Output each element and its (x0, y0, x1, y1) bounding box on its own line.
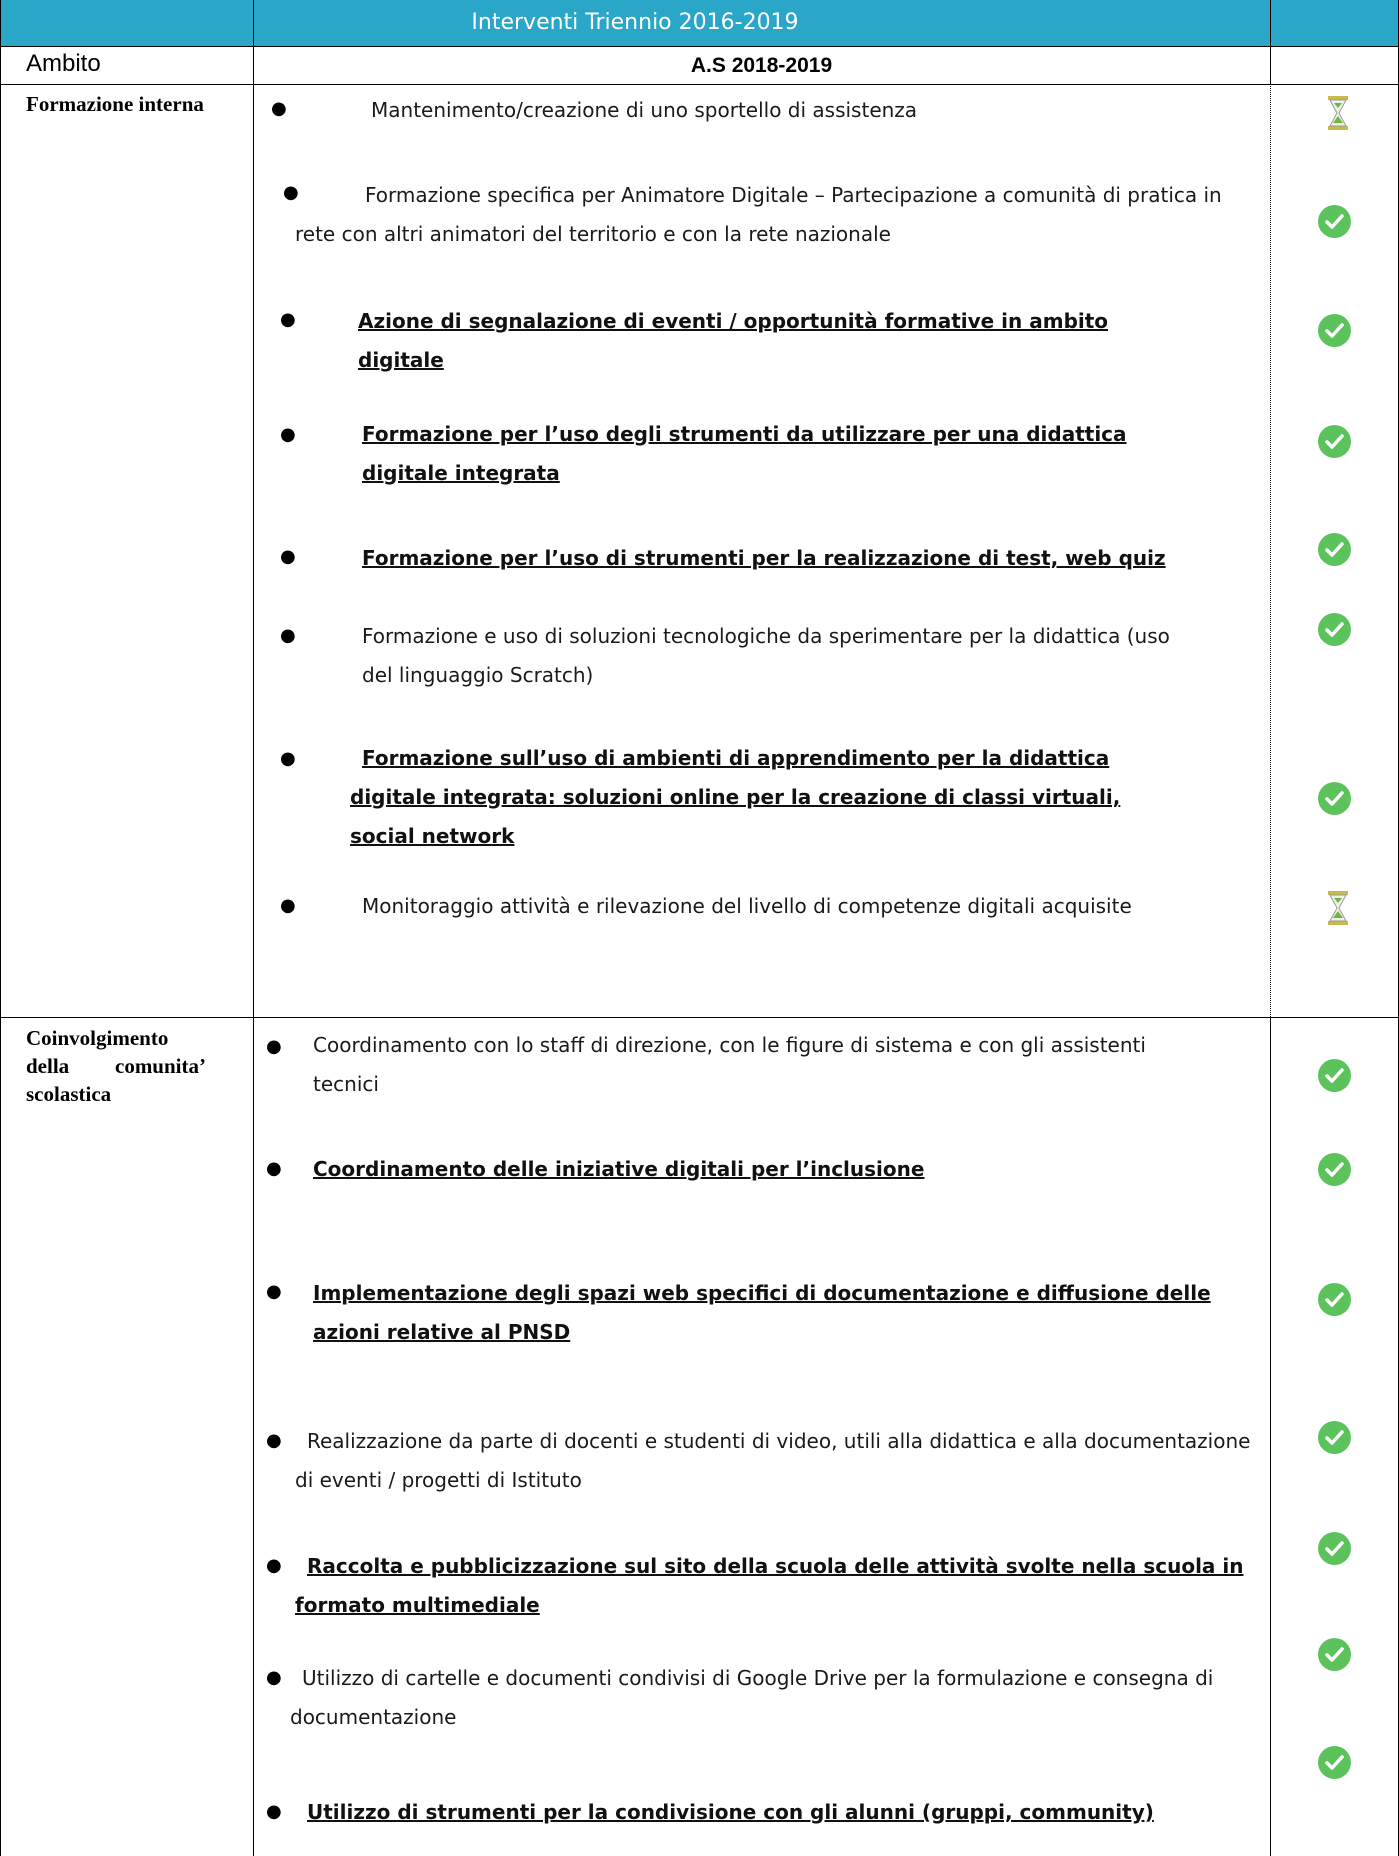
list-item: Realizzazione da parte di docenti e studenti di video, utili alla didattica e alla documentazione di eventi / progetti di Istituto (295, 1429, 1251, 1492)
bullet: ● (280, 625, 296, 646)
bullet: ● (266, 1036, 282, 1057)
table-title: Interventi Triennio 2016-2019 (471, 10, 799, 35)
bullet: ● (271, 98, 287, 119)
bullet: ● (283, 182, 299, 203)
hourglass-icon (1327, 890, 1349, 926)
year-column-header: A.S 2018-2019 (690, 54, 833, 77)
ambito-column-header: Ambito (26, 50, 101, 77)
bullet: ● (266, 1667, 282, 1688)
bullet: ● (280, 424, 296, 445)
check-icon (1318, 205, 1351, 238)
ambito-coinvolgimento-comunita: Coinvolgimento della comunita’ scolastica (26, 1026, 206, 1106)
hourglass-icon (1327, 95, 1349, 131)
list-item: Formazione sull’uso di ambienti di apprendimento per la didattica digitale integrata: soluzioni online per la creazione di classi virtuali, social network (350, 746, 1121, 848)
list-item: Utilizzo di strumenti per la condivisione con gli alunni (gruppi, community) (307, 1800, 1154, 1824)
bullet: ● (280, 309, 296, 330)
bullet: ● (266, 1430, 282, 1451)
check-icon (1318, 1283, 1351, 1316)
check-icon (1318, 1153, 1351, 1186)
check-icon (1318, 1532, 1351, 1565)
check-icon (1318, 314, 1351, 347)
ambito-formazione-interna: Formazione interna (26, 92, 204, 116)
check-icon (1318, 1638, 1351, 1671)
bullet: ● (280, 895, 296, 916)
list-item: Monitoraggio attività e rilevazione del livello di competenze digitali acquisite (362, 894, 1132, 918)
list-item: Azione di segnalazione di eventi / opportunità formative in ambito digitale (358, 309, 1109, 372)
bullet: ● (266, 1801, 282, 1822)
list-item: Formazione e uso di soluzioni tecnologiche da sperimentare per la didattica (uso del linguaggio Scratch) (362, 624, 1170, 687)
list-item: Formazione specifica per Animatore Digitale – Partecipazione a comunità di pratica in rete con altri animatori del territorio e con la rete nazionale (295, 183, 1222, 246)
bullet: ● (280, 748, 296, 769)
list-item: Utilizzo di cartelle e documenti condivisi di Google Drive per la formulazione e consegna di documentazione (290, 1666, 1214, 1729)
list-item: Coordinamento con lo staff di direzione, con le figure di sistema e con gli assistenti tecnici (313, 1033, 1146, 1096)
bullet: ● (280, 546, 296, 567)
check-icon (1318, 425, 1351, 458)
check-icon (1318, 782, 1351, 815)
bullet: ● (266, 1555, 282, 1576)
check-icon (1318, 1059, 1351, 1092)
check-icon (1318, 613, 1351, 646)
bullet: ● (266, 1158, 282, 1179)
check-icon (1318, 1746, 1351, 1779)
list-item: Formazione per l’uso di strumenti per la realizzazione di test, web quiz (362, 546, 1166, 570)
list-item: Coordinamento delle iniziative digitali per l’inclusione (313, 1157, 925, 1181)
check-icon (1318, 1421, 1351, 1454)
check-icon (1318, 533, 1351, 566)
list-item: Formazione per l’uso degli strumenti da utilizzare per una didattica digitale integrata (362, 422, 1127, 485)
list-item: Implementazione degli spazi web specifici di documentazione e diffusione delle azioni relative al PNSD (313, 1281, 1211, 1344)
bullet: ● (266, 1281, 282, 1302)
list-item: Raccolta e pubblicizzazione sul sito della scuola delle attività svolte nella scuola in formato multimediale (295, 1554, 1244, 1617)
list-item: Mantenimento/creazione di uno sportello di assistenza (371, 98, 918, 122)
